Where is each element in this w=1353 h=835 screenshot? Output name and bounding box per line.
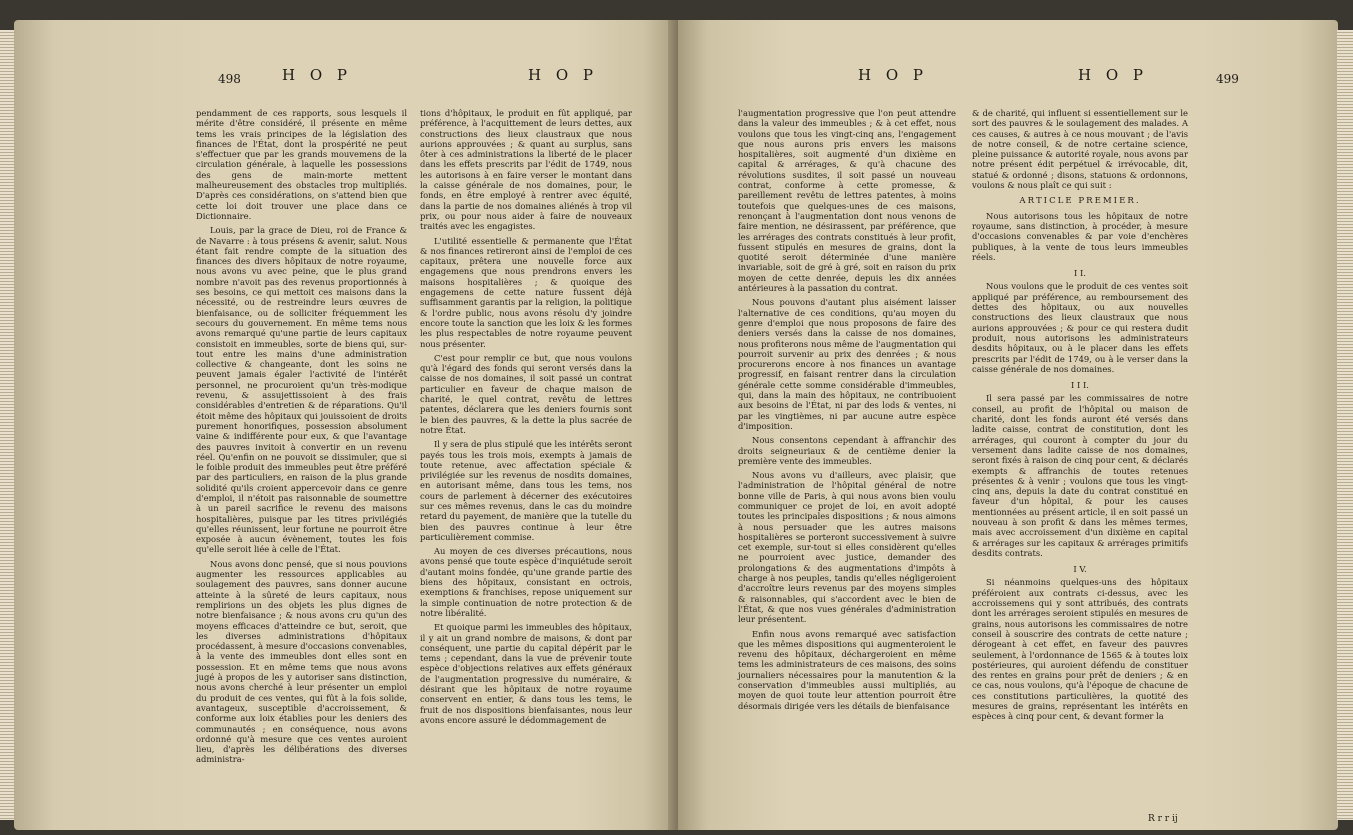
left-page bbox=[14, 20, 678, 830]
right-column-1 bbox=[738, 108, 956, 715]
paragraph: Nous consentons cependant à affranchir des droits seigneuriaux & de centième denier la première vente des immeubles. bbox=[738, 435, 956, 466]
right-column-2 bbox=[972, 108, 1188, 726]
signature-mark: R r r ij bbox=[1148, 814, 1178, 824]
paragraph: l'augmentation progressive que l'on peut attendre dans la valeur des immeubles ; & à cet effet, nous voulons que tous les vingt-cinq ans, l'engagement que nous aurons pris envers les maisons hospitalières, soit augmenté d'un dixième en capital & arrérages, & qu'à chacune des révolutions susdites, il soit passé un nouveau contrat, conforme à cette promesse, & pareillement revêtu de lettres patentes, à moins toutefois que quelques-unes de ces maisons, renonçant à l'augmentation dont nous venons de faire mention, ne désirassent, par préférence, que les arrérages des contrats constitués à leur profit, fussent stipulés en mesures de grains, dont la quotité seroit déterminée d'une manière invariable, soit de gré à gré, soit en raison du prix moyen de cette denrée, depuis les dix années antérieures à la passation du contrat. bbox=[738, 108, 956, 294]
article-2: Nous voulons que le produit de ces ventes soit appliqué par préférence, au remboursement des dettes des hôpitaux, ou aux nouvelles constructions des lieux claustraux que nous aurions approuvées ; & pour ce qui restera dudit produit, nous autorisons les administrateurs desdits hôpitaux, ou à le placer dans les effets prescrits par l'édit de 1749, ou à le verser dans la caisse générale de nos domaines. bbox=[972, 281, 1188, 374]
left-column-2 bbox=[420, 108, 632, 729]
paragraph: Au moyen de ces diverses précautions, nous avons pensé que toute espèce d'inquiétude seroit d'autant moins fondée, qu'une grande partie des biens des hôpitaux, consistant en octrois, exemptions & franchises, repose uniquement sur la simple continuation de notre protection & de notre libéralité. bbox=[420, 546, 632, 618]
paragraph: pendamment de ces rapports, sous lesquels il mérite d'être considéré, il présente en même tems les vrais principes de la législation des finances de l'État, dont la prospérité ne peut s'effectuer que par les grands mouvemens de la circulation générale, à laquelle les possessions des gens de main-morte mettent malheureusement des obstacles trop multipliés. D'après ces considérations, on s'attend bien que cette loi doit trouver une place dans ce Dictionnaire. bbox=[196, 108, 407, 221]
paragraph: C'est pour remplir ce but, que nous voulons qu'à l'égard des fonds qui seront versés dans la caisse de nos domaines, il soit passé un contrat particulier en faveur de chaque maison de charité, le quel contrat, revêtu de lettres patentes, déclarera que les deniers fournis sont le bien des pauvres, & la dette la plus sacrée de notre État. bbox=[420, 352, 632, 435]
page-edges-right bbox=[1337, 30, 1353, 820]
right-running-head-2: H O P bbox=[1078, 66, 1149, 84]
paragraph: Et quoique parmi les immeubles des hôpitaux, il y ait un grand nombre de maisons, & dont par conséquent, une partie du capital dépérit par le tems ; cependant, dans la vue de prévenir toute espèce d'objections relatives aux effets généraux de l'augmentation progressive du numéraire, & désirant que les hôpitaux de notre royaume conservent en entier, & dans tous les tems, le fruit de nos dispositions bienfaisantes, nous leur avons encore assuré le dédommagement de bbox=[420, 622, 632, 725]
article-number-3: I I I. bbox=[1071, 380, 1089, 391]
article-number-4: I V. bbox=[1073, 564, 1087, 575]
paragraph: L'utilité essentielle & permanente que l'État & nos finances retireront ainsi de l'emploi de ces capitaux, prêtera une nouvelle force aux engagemens que nous prendrons envers les maisons hospitalières ; & quoique des engagemens de cette nature fussent déjà suffisamment garantis par la religion, la politique & l'ordre public, nous avons résolu d'y joindre encore toute la sanction que les loix & les formes les plus respectables de notre royaume peuvent nous présenter. bbox=[420, 235, 632, 349]
left-running-head-1: H O P bbox=[282, 66, 353, 84]
article-3: Il sera passé par les commissaires de notre conseil, au profit de l'hôpital ou maison de charité, dont les fonds auront été versés dans ladite caisse, contrat de constitution, dont les arrérages, qui couront à compter du jour du versement dans ladite caisse de nos domaines, seront fixés à raison de cinq pour cent, & déclarés exempts & affranchis de toutes retenues présentes & à venir ; voulons que tous les vingt-cinq ans, depuis la date du contrat constitué en faveur d'un hôpital, & pour les causes mentionnées au présent article, il en soit passé un nouveau à son profit & dans les mêmes termes, mais avec accroissement d'un dixième en capital & arrérages sur les capitaux & arrérages primitifs desdits contrats. bbox=[972, 393, 1188, 558]
left-running-head-2: H O P bbox=[528, 66, 599, 84]
paragraph: Enfin nous avons remarqué avec satisfaction que les mêmes dispositions qui augmenteroient le revenu des hôpitaux, déchargeroient en même tems les administrateurs de ces maisons, des soins journaliers nécessaires pour la manutention & la conservation d'immeubles aussi multipliés, au moyen de quoi toute leur attention pourroit être désormais dirigée vers les détails de bienfaisance bbox=[738, 628, 956, 711]
paragraph: tions d'hôpitaux, le produit en fût appliqué, par préférence, à l'acquittement de leurs dettes, aux constructions des lieux claustraux que nous aurions approuvées ; & quant au surplus, sans ôter à ces administrations la liberté de le placer dans les effets prescrits par l'édit de 1749, nous les autorisons à en faire verser le montant dans la caisse générale de nos domaines, pour, le fonds, en être employé à rentrer avec équité, dans la partie de nos domaines aliénés à trop vil prix, ou pour nous aider à faire de nouveaux traités avec les engagistes. bbox=[420, 108, 632, 232]
paragraph: Nous avons donc pensé, que si nous pouvions augmenter les ressources applicables au soulagement des pauvres, sans donner aucune atteinte à la sûreté de leurs capitaux, nous remplirions un des objets les plus dignes de notre bienfaisance ; & nous avons cru qu'un des moyens efficaces d'atteindre ce but, seroit, que les diverses administrations d'hôpitaux procédassent, à mesure d'occasions convenables, à la vente des immeubles dont elles sont en possession. Et en même tems que nous avons jugé à propos de les y autoriser sans distinction, nous avons cherché à leur présenter un emploi du produit de ces ventes, qui fût à la fois solide, avantageux, susceptible d'accroissement, & conforme aux loix établies pour les deniers des communautés ; en conséquence, nous avons ordonné qu'à mesure que ces ventes auroient lieu, d'après les délibérations des diverses administra- bbox=[196, 558, 407, 765]
paragraph: Louis, par la grace de Dieu, roi de France & de Navarre : à tous présens & avenir, salut. Nous étant fait rendre compte de la situation des finances des divers hôpitaux de notre royaume, nous avons vu avec peine, que le plus grand nombre n'avoit pas des revenus proportionnés à ses besoins, ce qui mettoit ces maisons dans la nécessité, ou de restreindre leurs œuvres de bienfaisance, ou de solliciter fréquemment les secours du gouvernement. En même tems nous avons remarqué qu'une partie de leurs capitaux consistoit en immeubles, sorte de biens qui, sur-tout entre les mains d'une administration collective & changeante, dont les soins ne peuvent jamais égaler l'activité de l'intérêt personnel, ne procuroient qu'un très-modique revenu, & assujettissoient à des frais considérables d'entretien & de réparations. Qu'il étoit même des hôpitaux qui jouissoient de droits purement honorifiques, possession absolument vaine & indifférente pour eux, & que l'avantage des pauvres invitoit à convertir en un revenu réel. Qu'enfin on ne pouvoit se dissimuler, que si le foible produit des immeubles peut être préféré par des particuliers, en raison de la plus grande solidité qu'ils croient appercevoir dans ce genre d'emploi, il n'étoit pas raisonnable de soumettre à un pareil sacrifice le revenu des maisons hospitalières, puisque par les titres privilégiés qu'elles réunissent, leur fortune ne pourroit être exposée à aucun évènement, toutes les fois qu'elle seroit liée à celle de l'État. bbox=[196, 225, 407, 555]
article-4: Si néanmoins quelques-uns des hôpitaux préféroient aux contrats ci-dessus, avec les accroissemens qui y sont attribués, des contrats dont les arrérages seroient stipulés en mesures de grains, nous autorisons les commissaires de notre conseil à souscrire des contrats de cette nature ; dérogeant à cet effet, en faveur des pauvres seulement, à l'ordonnance de 1565 & à toutes loix postérieures, qui auroient défendu de constituer des rentes en grains pour prêt de deniers ; & en ce cas, nous voulons, qu'à l'époque de chacune de ces constitutions particulières, la quotité des mesures de grains, représentant les intérêts en espèces à cinq pour cent, & devant former la bbox=[972, 577, 1188, 722]
article-number-2: I I. bbox=[1074, 268, 1086, 279]
article-heading: ARTICLE PREMIER. bbox=[1019, 196, 1141, 207]
right-page-number: 499 bbox=[1216, 72, 1239, 86]
left-column-1 bbox=[196, 108, 407, 769]
paragraph: Il y sera de plus stipulé que les intérêts seront payés tous les trois mois, exempts à jamais de toute retenue, avec affectation spéciale & privilégiée sur les revenus de nosdits domaines, en autorisant même, dans tous les tems, nos cours de parlement à décerner des exécutoires sur ces mêmes revenus, dans le cas du moindre retard du payement, de manière que la tutelle du bien des pauvres continue à leur être particulièrement commise. bbox=[420, 439, 632, 542]
paragraph: & de charité, qui influent si essentiellement sur le sort des pauvres & le soulagement des malades. A ces causes, & autres à ce nous mouvant ; de l'avis de notre conseil, & de notre certaine science, pleine puissance & autorité royale, nous avons par notre présent édit perpétuel & irrévocable, dit, statué & ordonné ; disons, statuons & ordonnons, voulons & nous plaît ce qui suit : bbox=[972, 108, 1188, 191]
right-page bbox=[678, 20, 1338, 830]
left-page-number: 498 bbox=[218, 72, 241, 86]
paragraph: Nous avons vu d'ailleurs, avec plaisir, que l'administration de l'hôpital général de notre bonne ville de Paris, à qui nous avons bien voulu communiquer ce projet de loi, en avoit adopté toutes les principales dispositions ; & nous aimons à nous persuader que les autres maisons hospitalières se porteront successivement à suivre cet exemple, sur-tout si elles considèrent qu'elles ne pourroient avec justice, demander des prolongations & des augmentations d'impôts à charge à nos peuples, tandis qu'elles négligeroient d'accroître leurs revenus par des moyens simples & raisonnables, qui s'accordent avec le bien de l'État, & que nos vues générales d'administration leur présentent. bbox=[738, 470, 956, 625]
article-1: Nous autorisons tous les hôpitaux de notre royaume, sans distinction, à procéder, à mesure d'occasions convenables & par voie d'enchères publiques, à la vente de tous leurs immeubles réels. bbox=[972, 210, 1188, 262]
paragraph: Nous pouvons d'autant plus aisément laisser l'alternative de ces conditions, qu'au moyen du genre d'emploi que nous proposons de faire des deniers versés dans la caisse de nos domaines, nous profiterons nous même de l'augmentation qui pourroit survenir au prix des denrées ; & nous procurerons encore à nos finances un avantage progressif, en faisant rentrer dans la circulation générale cette somme considérable d'immeubles, qui, dans la main des hôpitaux, ne contribuoient aux besoins de l'État, ni par des lods & ventes, ni par les vingtièmes, ni par aucune autre espèce d'imposition. bbox=[738, 297, 956, 431]
right-running-head-1: H O P bbox=[858, 66, 929, 84]
